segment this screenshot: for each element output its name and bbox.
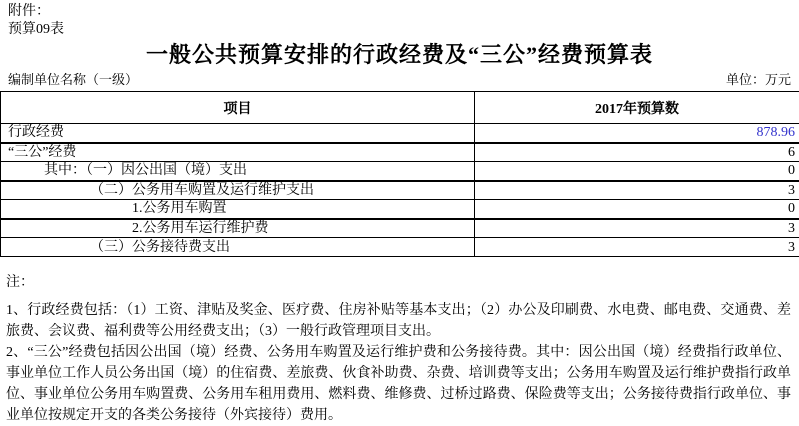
row-value: 3 [475,181,799,200]
notes-section [6,272,791,426]
column-header-value: 2017年预算数 [475,92,799,124]
table-row [1,143,799,162]
notes-label: 注： [6,272,791,293]
column-header-item: 项目 [1,92,475,124]
row-item-label: （二）公务用车购置及运行维护支出 [1,181,475,200]
row-value: 3 [475,238,799,257]
row-value: 3 [475,219,799,238]
note-1: 1、行政经费包括：（1）工资、津贴及奖金、医疗费、住房补贴等基本支出；（2）办公及印刷费、水电费、邮电费、交通费、差旅费、会议费、福利费等公用经费支出；（3）一般行政管理项目支出。 [6,300,791,342]
row-item-label: 2.公务用车运行维护费 [1,219,475,238]
budget-document [0,3,799,426]
unit-name-label: 编制单位名称（一级） [8,72,138,88]
row-item-label: 1.公务用车购置 [1,200,475,219]
table-number-label: 预算09表 [8,21,799,39]
unit-label: 单位：万元 [726,72,791,88]
row-item-label: 行政经费 [1,124,475,143]
page-title: 一般公共预算安排的行政经费及“三公”经费预算表 [0,42,799,68]
table-row [1,238,799,257]
row-item-label: “三公”经费 [1,143,475,162]
table-row [1,219,799,238]
attachment-label: 附件： [8,3,799,21]
row-value: 0 [475,200,799,219]
row-item-label: （三）公务接待费支出 [1,238,475,257]
table-header-row [1,92,799,124]
budget-table [0,91,799,257]
row-value: 0 [475,162,799,181]
row-item-label: 其中：（一）因公出国（境）支出 [1,162,475,181]
note-2: 2、“三公”经费包括因公出国（境）经费、公务用车购置及运行维护费和公务接待费。其中：因公出国（境）经费指行政单位、事业单位工作人员公务出国（境）的住宿费、差旅费、伙食补助费、杂费、培训费等支出；公务用车购置及运行维护费指行政单位、事业单位公务用车购置费、公务用车租用费用、燃料费、维修费、过桥过路费、保险费等支出；公务接待费指行政单位、事业单位按规定开支的各类公务接待（外宾接待）费用。 [6,342,791,426]
row-value: 6 [475,143,799,162]
table-row [1,181,799,200]
table-row [1,124,799,143]
row-value: 878.96 [475,124,799,143]
table-row [1,162,799,181]
table-row [1,200,799,219]
meta-row [8,72,791,88]
